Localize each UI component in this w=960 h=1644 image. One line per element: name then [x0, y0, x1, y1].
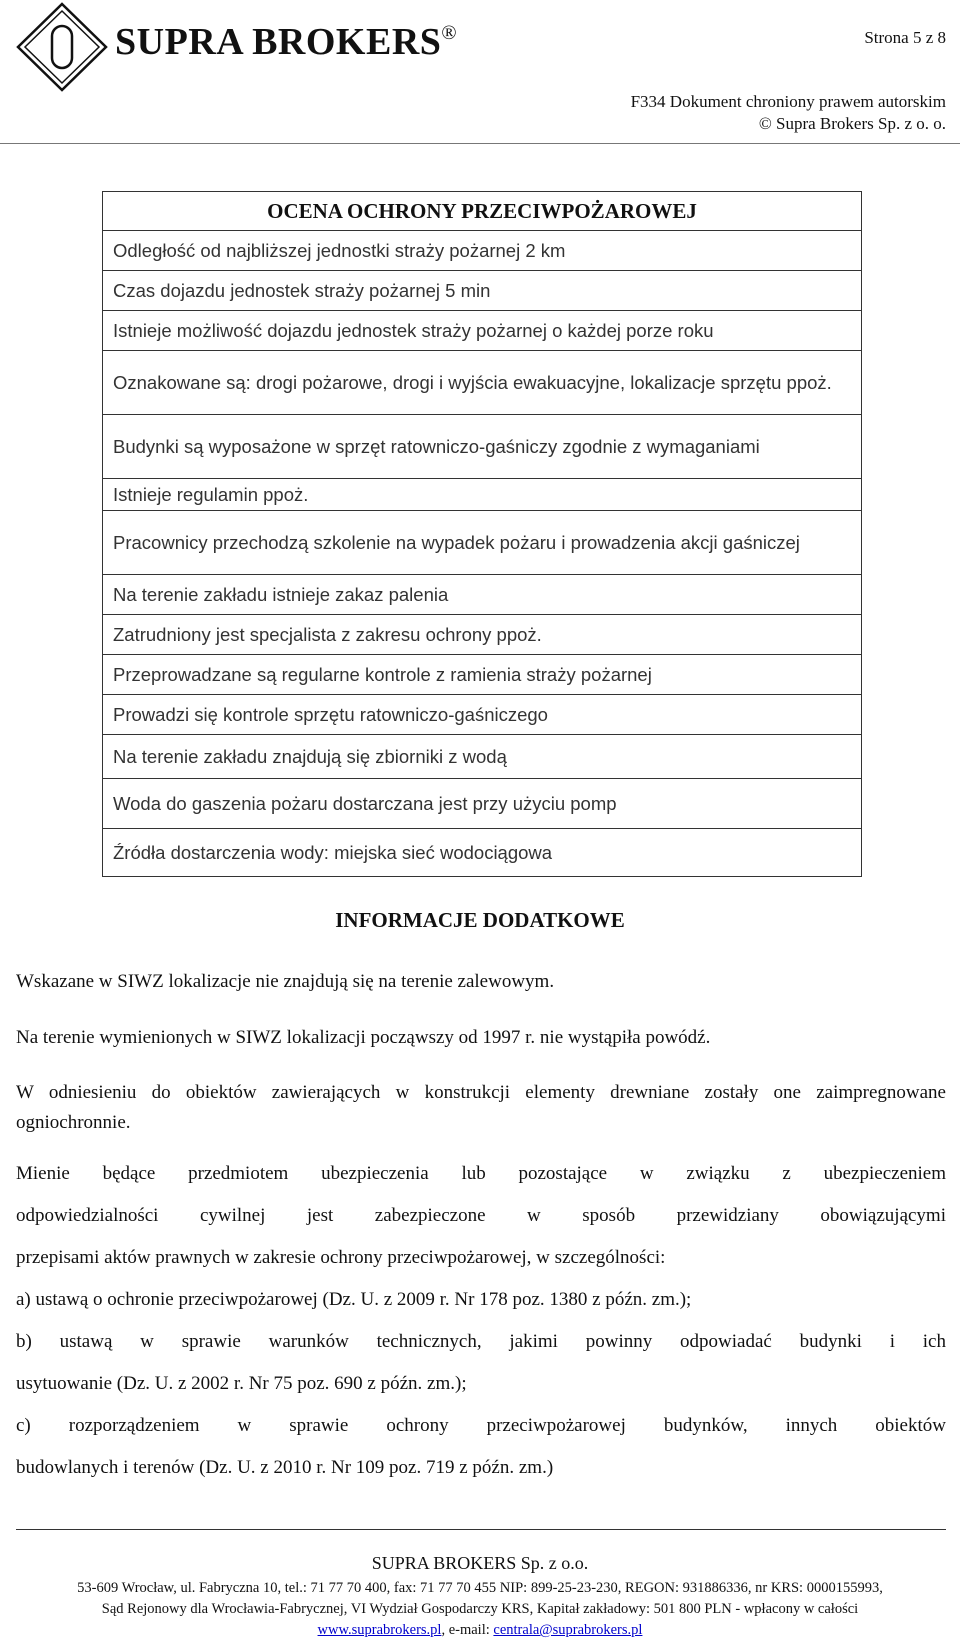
footer-divider	[16, 1529, 946, 1530]
footer-address: 53-609 Wrocław, ul. Fabryczna 10, tel.: 71 77 70 400, fax: 71 77 70 455 NIP: 899-25-23-230, REGON: 931886336, nr KRS: 0000155993,	[77, 1580, 883, 1596]
registered-mark: ®	[441, 22, 458, 44]
table-row: Woda do gaszenia pożaru dostarczana jest przy użyciu pomp	[103, 778, 861, 828]
table-title: OCENA OCHRONY PRZECIWPOŻAROWEJ	[267, 198, 697, 223]
table-row: Czas dojazdu jednostek straży pożarnej 5 min	[103, 270, 861, 310]
table-row: Źródła dostarczenia wody: miejska sieć wodociągowa	[103, 828, 861, 876]
table-row: Oznakowane są: drogi pożarowe, drogi i wyjścia ewakuacyjne, lokalizacje sprzętu ppoż.	[103, 350, 861, 414]
legal-item-b-line-2: usytuowanie (Dz. U. z 2002 r. Nr 75 poz. 690 z późn. zm.);	[16, 1373, 467, 1394]
footer-contact	[0, 1622, 960, 1639]
table-row: Istnieje możliwość dojazdu jednostek straży pożarnej o każdej porze roku	[103, 310, 861, 350]
table-row: Prowadzi się kontrole sprzętu ratowniczo-gaśniczego	[103, 694, 861, 734]
table-row: Pracownicy przechodzą szkolenie na wypadek pożaru i prowadzenia akcji gaśniczej	[103, 510, 861, 574]
email-label: , e-mail:	[441, 1622, 494, 1638]
legal-item-c-line-2: budowlanych i terenów (Dz. U. z 2010 r. Nr 109 poz. 719 z późn. zm.)	[16, 1457, 554, 1478]
additional-info-title: INFORMACJE DODATKOWE	[335, 908, 625, 932]
paragraph-fireproofing: W odniesieniu do obiektów zawierających w konstrukcji elementy drewniane zostały one zaimpregnowane ogniochronnie.	[16, 1082, 946, 1133]
table-row: Odległość od najbliższej jednostki straży pożarnej 2 km	[103, 230, 861, 270]
legal-item-b-line-1: b) ustawą w sprawie warunków technicznych, jakimi powinny odpowiadać budynki i ich	[16, 1331, 946, 1352]
fire-protection-table	[102, 191, 862, 877]
page-number: Strona 5 z 8	[864, 28, 946, 47]
email-link[interactable]: centrala@suprabrokers.pl	[493, 1622, 643, 1638]
paragraph-legal-line-2: odpowiedzialności cywilnej jest zabezpieczone w sposób przewidziany obowiązującymi	[16, 1205, 946, 1226]
footer-company: SUPRA BROKERS Sp. z o.o.	[371, 1553, 589, 1573]
legal-item-a: a) ustawą o ochronie przeciwpożarowej (Dz. U. z 2009 r. Nr 178 poz. 1380 z późn. zm.);	[16, 1289, 692, 1310]
copyright-line-1: F334 Dokument chroniony prawem autorskim	[630, 92, 946, 111]
table-row: Na terenie zakładu istnieje zakaz palenia	[103, 574, 861, 614]
copyright-line-2: © Supra Brokers Sp. z o. o.	[758, 114, 946, 133]
table-row: Istnieje regulamin ppoż.	[103, 478, 861, 510]
brand-name: SUPRA BROKERS®	[115, 21, 458, 63]
legal-item-c-line-1: c) rozporządzeniem w sprawie ochrony przeciwpożarowej budynków, innych obiektów	[16, 1415, 946, 1436]
table-row: Zatrudniony jest specjalista z zakresu ochrony ppoż.	[103, 614, 861, 654]
header-divider	[0, 143, 960, 144]
paragraph-flood-zone: Wskazane w SIWZ lokalizacje nie znajdują się na terenie zalewowym.	[16, 971, 555, 992]
paragraph-legal-line-3: przepisami aktów prawnych w zakresie ochrony przeciwpożarowej, w szczególności:	[16, 1247, 666, 1268]
website-link[interactable]: www.suprabrokers.pl	[317, 1622, 442, 1638]
footer-registry: Sąd Rejonowy dla Wrocławia-Fabrycznej, VI Wydział Gospodarczy KRS, Kapitał zakładowy: 501 800 PLN - wpłacony w całości	[101, 1601, 859, 1617]
table-row: Budynki są wyposażone w sprzęt ratowniczo-gaśniczy zgodnie z wymaganiami	[103, 414, 861, 478]
paragraph-flood-history: Na terenie wymienionych w SIWZ lokalizacji począwszy od 1997 r. nie wystąpiła powódź.	[16, 1027, 711, 1048]
table-row: Przeprowadzane są regularne kontrole z ramienia straży pożarnej	[103, 654, 861, 694]
table-row: Na terenie zakładu znajdują się zbiorniki z wodą	[103, 734, 861, 778]
company-logo	[14, 0, 110, 94]
paragraph-legal-line-1: Mienie będące przedmiotem ubezpieczenia lub pozostające w związku z ubezpieczeniem	[16, 1163, 946, 1184]
